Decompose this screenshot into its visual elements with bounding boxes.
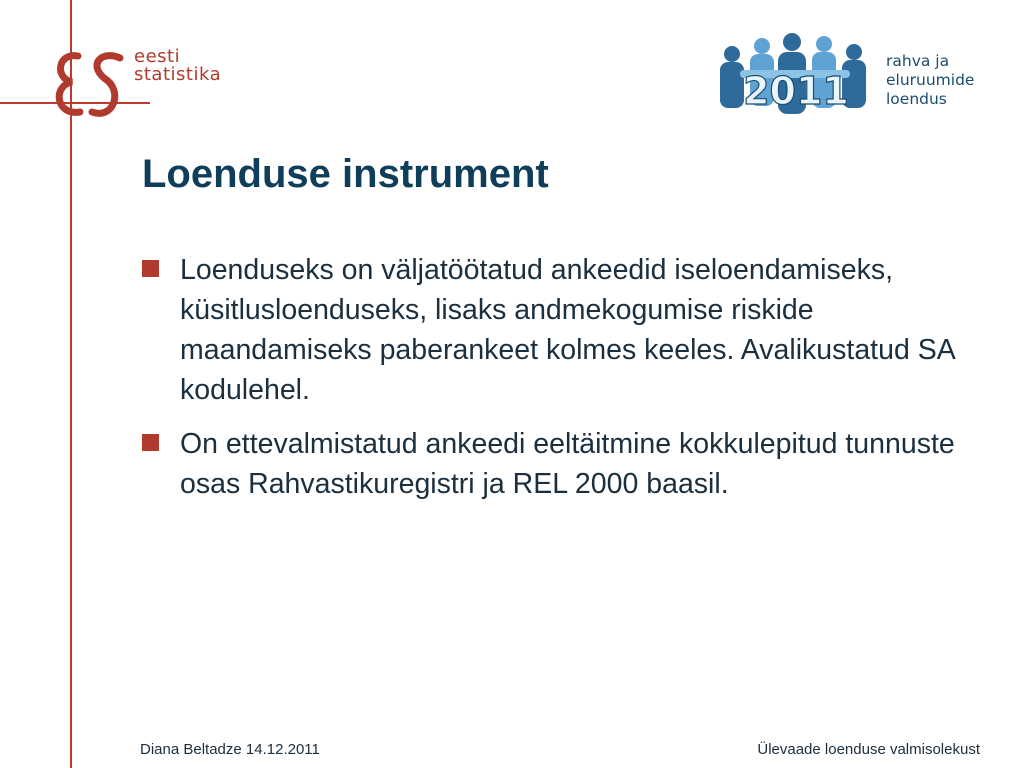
footer-author-date: Diana Beltadze 14.12.2011 xyxy=(140,741,320,758)
square-bullet-icon xyxy=(142,260,159,277)
census-wordmark-line-2: eluruumide xyxy=(886,71,975,89)
bullet-text: Loenduseks on väljatöötatud ankeedid iseloendamiseks, küsitlusloenduseks, lisaks andmekogumise riskide maandamiseks paberankeet kolmes keeles. Avalikustatud SA kodulehel. xyxy=(180,254,955,406)
es-wordmark xyxy=(134,48,221,84)
census-wordmark-line-1: rahva ja xyxy=(886,52,950,70)
bullet-item xyxy=(142,424,992,504)
bullet-item xyxy=(142,250,992,410)
census-2011-logo xyxy=(710,32,1010,128)
bullet-text: On ettevalmistatud ankeedi eeltäitmine kokkulepitud tunnuste osas Rahvastikuregistri ja REL 2000 baasil. xyxy=(180,428,955,500)
census-wordmark xyxy=(886,52,974,109)
eesti-statistika-logo xyxy=(48,44,268,134)
es-wordmark-line-1: eesti xyxy=(134,46,181,67)
square-bullet-icon xyxy=(142,434,159,451)
census-wordmark-line-3: loendus xyxy=(886,90,947,108)
slide-title: Loenduse instrument xyxy=(142,152,549,196)
es-wordmark-line-2: statistika xyxy=(134,64,222,85)
es-monogram-icon xyxy=(48,44,132,126)
footer-presentation-title: Ülevaade loenduse valmisolekust xyxy=(757,741,980,758)
bullet-list xyxy=(142,250,992,518)
people-figures-icon xyxy=(710,32,882,128)
census-year-digits: 2011 xyxy=(743,69,849,113)
